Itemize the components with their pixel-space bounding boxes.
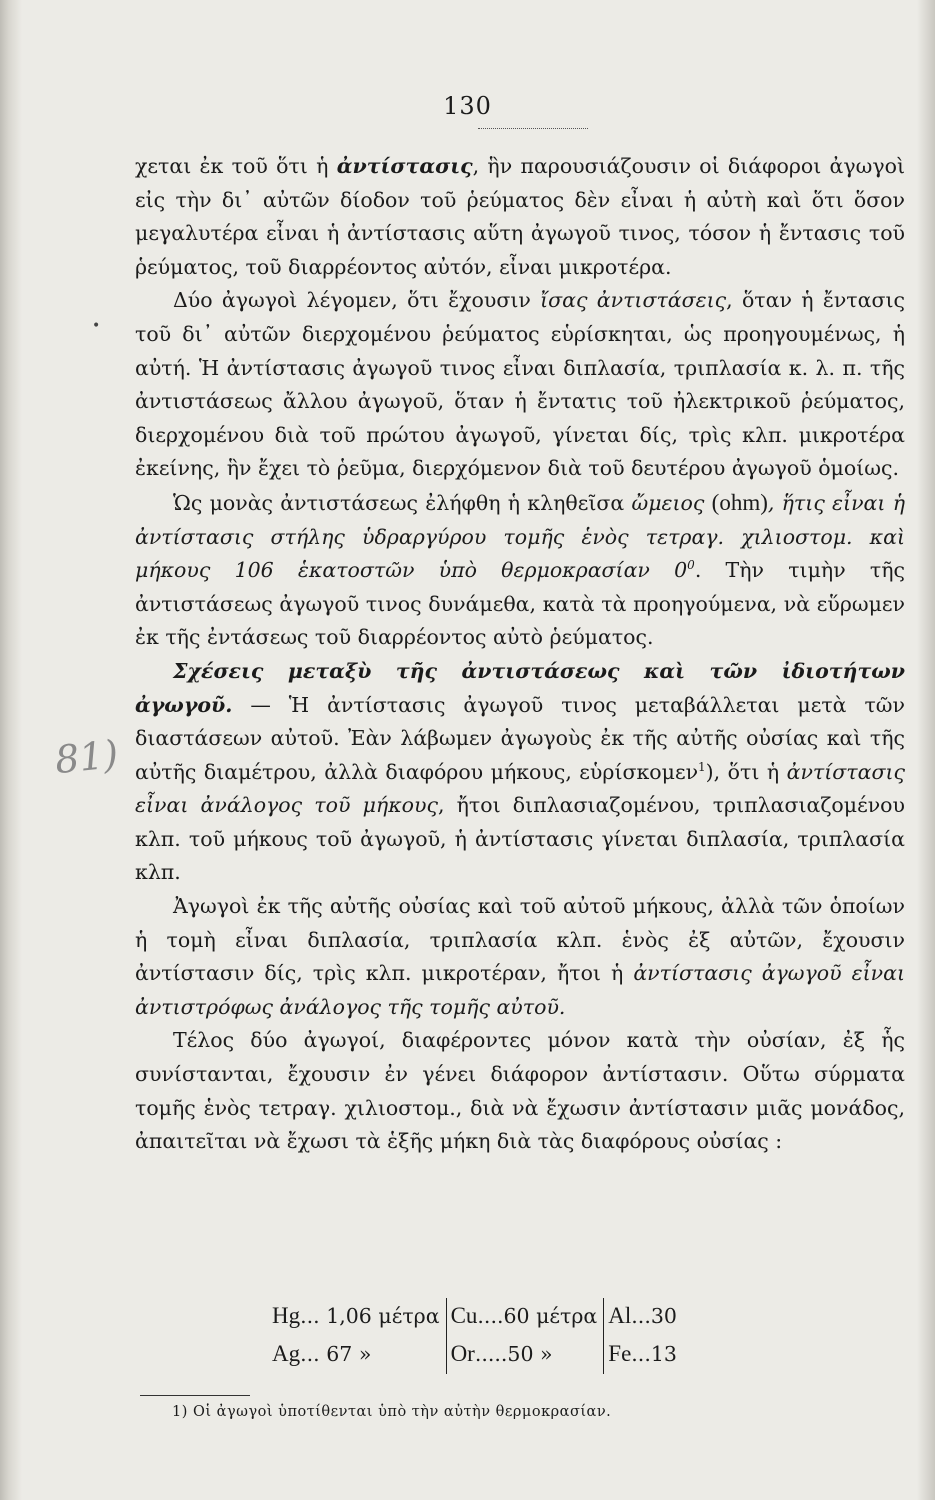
table-cell: Ag... 67 »: [268, 1336, 446, 1374]
footnote-text: Οἱ ἀγωγοὶ ὑποτίθενται ὑπὸ τὴν αὐτὴν θερμοκρασίαν.: [193, 1404, 612, 1420]
paragraph-1: χεται ἐκ τοῦ ὅτι ἡ ἀντίστασις, ἣν παρουσιάζουσιν οἱ διάφοροι ἀγωγοὶ εἰς τὴν δι᾿ αὐτῶν δίοδον τοῦ ῥεύματος δὲν εἶναι ἡ αὐτὴ καὶ ὅτι ὅσον μεγαλυτέρα εἶναι ἡ ἀντίστασις αὕτη ἀγωγοῦ τινος, τόσον ἡ ἔντασις τοῦ ῥεύματος, τοῦ διαρρέοντος αὐτόν, εἶναι μικροτέρα.: [135, 154, 905, 279]
handwritten-margin-note: 81): [52, 731, 121, 783]
page-number-rule: [478, 128, 588, 129]
footnote: [172, 1404, 611, 1420]
table-cell: Or.....50 »: [446, 1336, 604, 1374]
emphasis-antistasis: ἀντίστασις: [336, 154, 473, 178]
paragraph-6: Τέλος δύο ἀγωγοί, διαφέροντες μόνον κατὰ τὴν οὐσίαν, ἐξ ἧς συνίστανται, ἔχουσιν ἐν γένει διάφορον ἀντίστασιν. Οὕτω σύρματα τομῆς ἑνὸς τετραγ. χιλιοστομ., διὰ νὰ ἔχωσιν ἀντίστασιν μιᾶς μονάδος, ἀπαιτεῖται νὰ ἔχωσι τὰ ἑξῆς μήκη διὰ τὰς διαφόρους οὐσίας :: [135, 1028, 905, 1154]
ohm-latin: (ohm): [711, 489, 768, 515]
table-row: [268, 1336, 683, 1374]
degree-superscript: 0: [687, 558, 695, 573]
paragraph-4: Σχέσεις μεταξὺ τῆς ἀντιστάσεως καὶ τῶν ἰδιοτήτων ἀγωγοῦ. — Ἡ ἀντίστασις ἀγωγοῦ τινος μεταβάλλεται μετὰ τῶν διαστάσεων αὐτοῦ. Ἐὰν λάβωμεν ἀγωγοὺς ἐκ τῆς αὐτῆς οὐσίας καὶ τῆς αὐτῆς διαμέτρου, ἀλλὰ διαφόρου μήκους, εὑρίσκομεν$^1$), ὅτι ἡ ἀντίστασις εἶναι ἀνάλογος τοῦ μήκους, ἤτοι διπλασιαζομένου, τριπλασιαζομένου κλπ. τοῦ μήκους τοῦ ἀγωγοῦ, ἡ ἀντίστασις γίνεται διπλασία, τριπλασία κλπ.: [135, 658, 905, 885]
body-text: [135, 150, 905, 1159]
emphasis-proportional-length: ἀντίστασις εἶναι ἀνάλογος τοῦ μήκους: [135, 759, 905, 818]
footnote-rule: [140, 1395, 250, 1396]
table-cell: Hg... 1,06 μέτρα: [268, 1298, 446, 1336]
page-edge-right: [917, 0, 935, 1500]
emphasis-ohm-greek: ὤμειος: [631, 490, 705, 515]
emphasis-inverse-section: ἀντίστασις ἀγωγοῦ εἶναι ἀντιστρόφως ἀνάλογος τῆς τομῆς αὐτοῦ.: [135, 961, 905, 1019]
page-number: 130: [443, 92, 492, 120]
paragraph-3: Ὡς μονὰς ἀντιστάσεως ἐλήφθη ἡ κληθεῖσα ὤμειος (ohm), ἥτις εἶναι ἡ ἀντίστασις στήλης ὑδραργύρου τομῆς ἑνὸς τετραγ. χιλιοστομ. καὶ μήκους 106 ἑκατοστῶν ὑπὸ θερμοκρασίαν $0^0$. Τὴν τιμὴν τῆς ἀντιστάσεως ἀγωγοῦ τινος δυνάμεθα, κατὰ τὰ προηγούμενα, νὰ εὕρωμεν ἐκ τῆς ἐντάσεως τοῦ διαρρέοντος αὐτὸ ῥεύματος.: [135, 489, 905, 650]
table-cell: Cu....60 μέτρα: [446, 1298, 604, 1336]
table-row: [268, 1298, 683, 1336]
footnote-ref: 1: [698, 759, 706, 774]
paragraph-5: Ἀγωγοὶ ἐκ τῆς αὐτῆς οὐσίας καὶ τοῦ αὐτοῦ μήκους, ἀλλὰ τῶν ὁποίων ἡ τομὴ εἶναι διπλασία, τριπλασία κλπ. ἑνὸς ἐξ αὐτῶν, ἔχουσιν ἀντίστασιν δίς, τρὶς κλπ. μικροτέραν, ἤτοι ἡ ἀντίστασις ἀγωγοῦ εἶναι ἀντιστρόφως ἀνάλογος τῆς τομῆς αὐτοῦ.: [135, 894, 905, 1019]
resistance-length-table: [268, 1298, 683, 1374]
table-cell: Fe...13: [608, 1341, 677, 1366]
page-edge-left: [0, 0, 22, 1500]
ohm-definition: , ἥτις εἶναι ἡ ἀντίστασις στήλης ὑδραργύρου τομῆς ἑνὸς τετραγ. χιλιοστομ. καὶ μήκους 106 ἑκατοστῶν ὑπὸ θερμοκρασίαν 0: [135, 490, 905, 583]
stray-mark: •: [92, 318, 101, 334]
table-cell: Al...30: [608, 1303, 677, 1328]
emphasis-equal-resistances: ἴσας ἀντιστάσεις: [540, 288, 727, 313]
section-heading: Σχέσεις μεταξὺ τῆς ἀντιστάσεως καὶ τῶν ἰδιοτήτων ἀγωγοῦ.: [135, 658, 905, 717]
footnote-marker: 1): [172, 1404, 188, 1420]
paragraph-2: Δύο ἀγωγοὶ λέγομεν, ὅτι ἔχουσιν ἴσας ἀντιστάσεις, ὅταν ἡ ἔντασις τοῦ δι᾿ αὐτῶν διερχομένου ῥεύματος εὑρίσκηται, ὡς προηγουμένως, ἡ αὐτή. Ἡ ἀντίστασις ἀγωγοῦ τινος εἶναι διπλασία, τριπλασία κ. λ. π. τῆς ἀντιστάσεως ἄλλου ἀγωγοῦ, ὅταν ἡ ἔντατις τοῦ ἠλεκτρικοῦ ῥεύματος, διερχομένου διὰ τοῦ πρώτου ἀγωγοῦ, γίνεται δίς, τρὶς κλπ. μικροτέρα ἐκείνης, ἣν ἔχει τὸ ῥεῦμα, διερχόμενον διὰ τοῦ δευτέρου ἀγωγοῦ ὁμοίως.: [135, 288, 905, 481]
